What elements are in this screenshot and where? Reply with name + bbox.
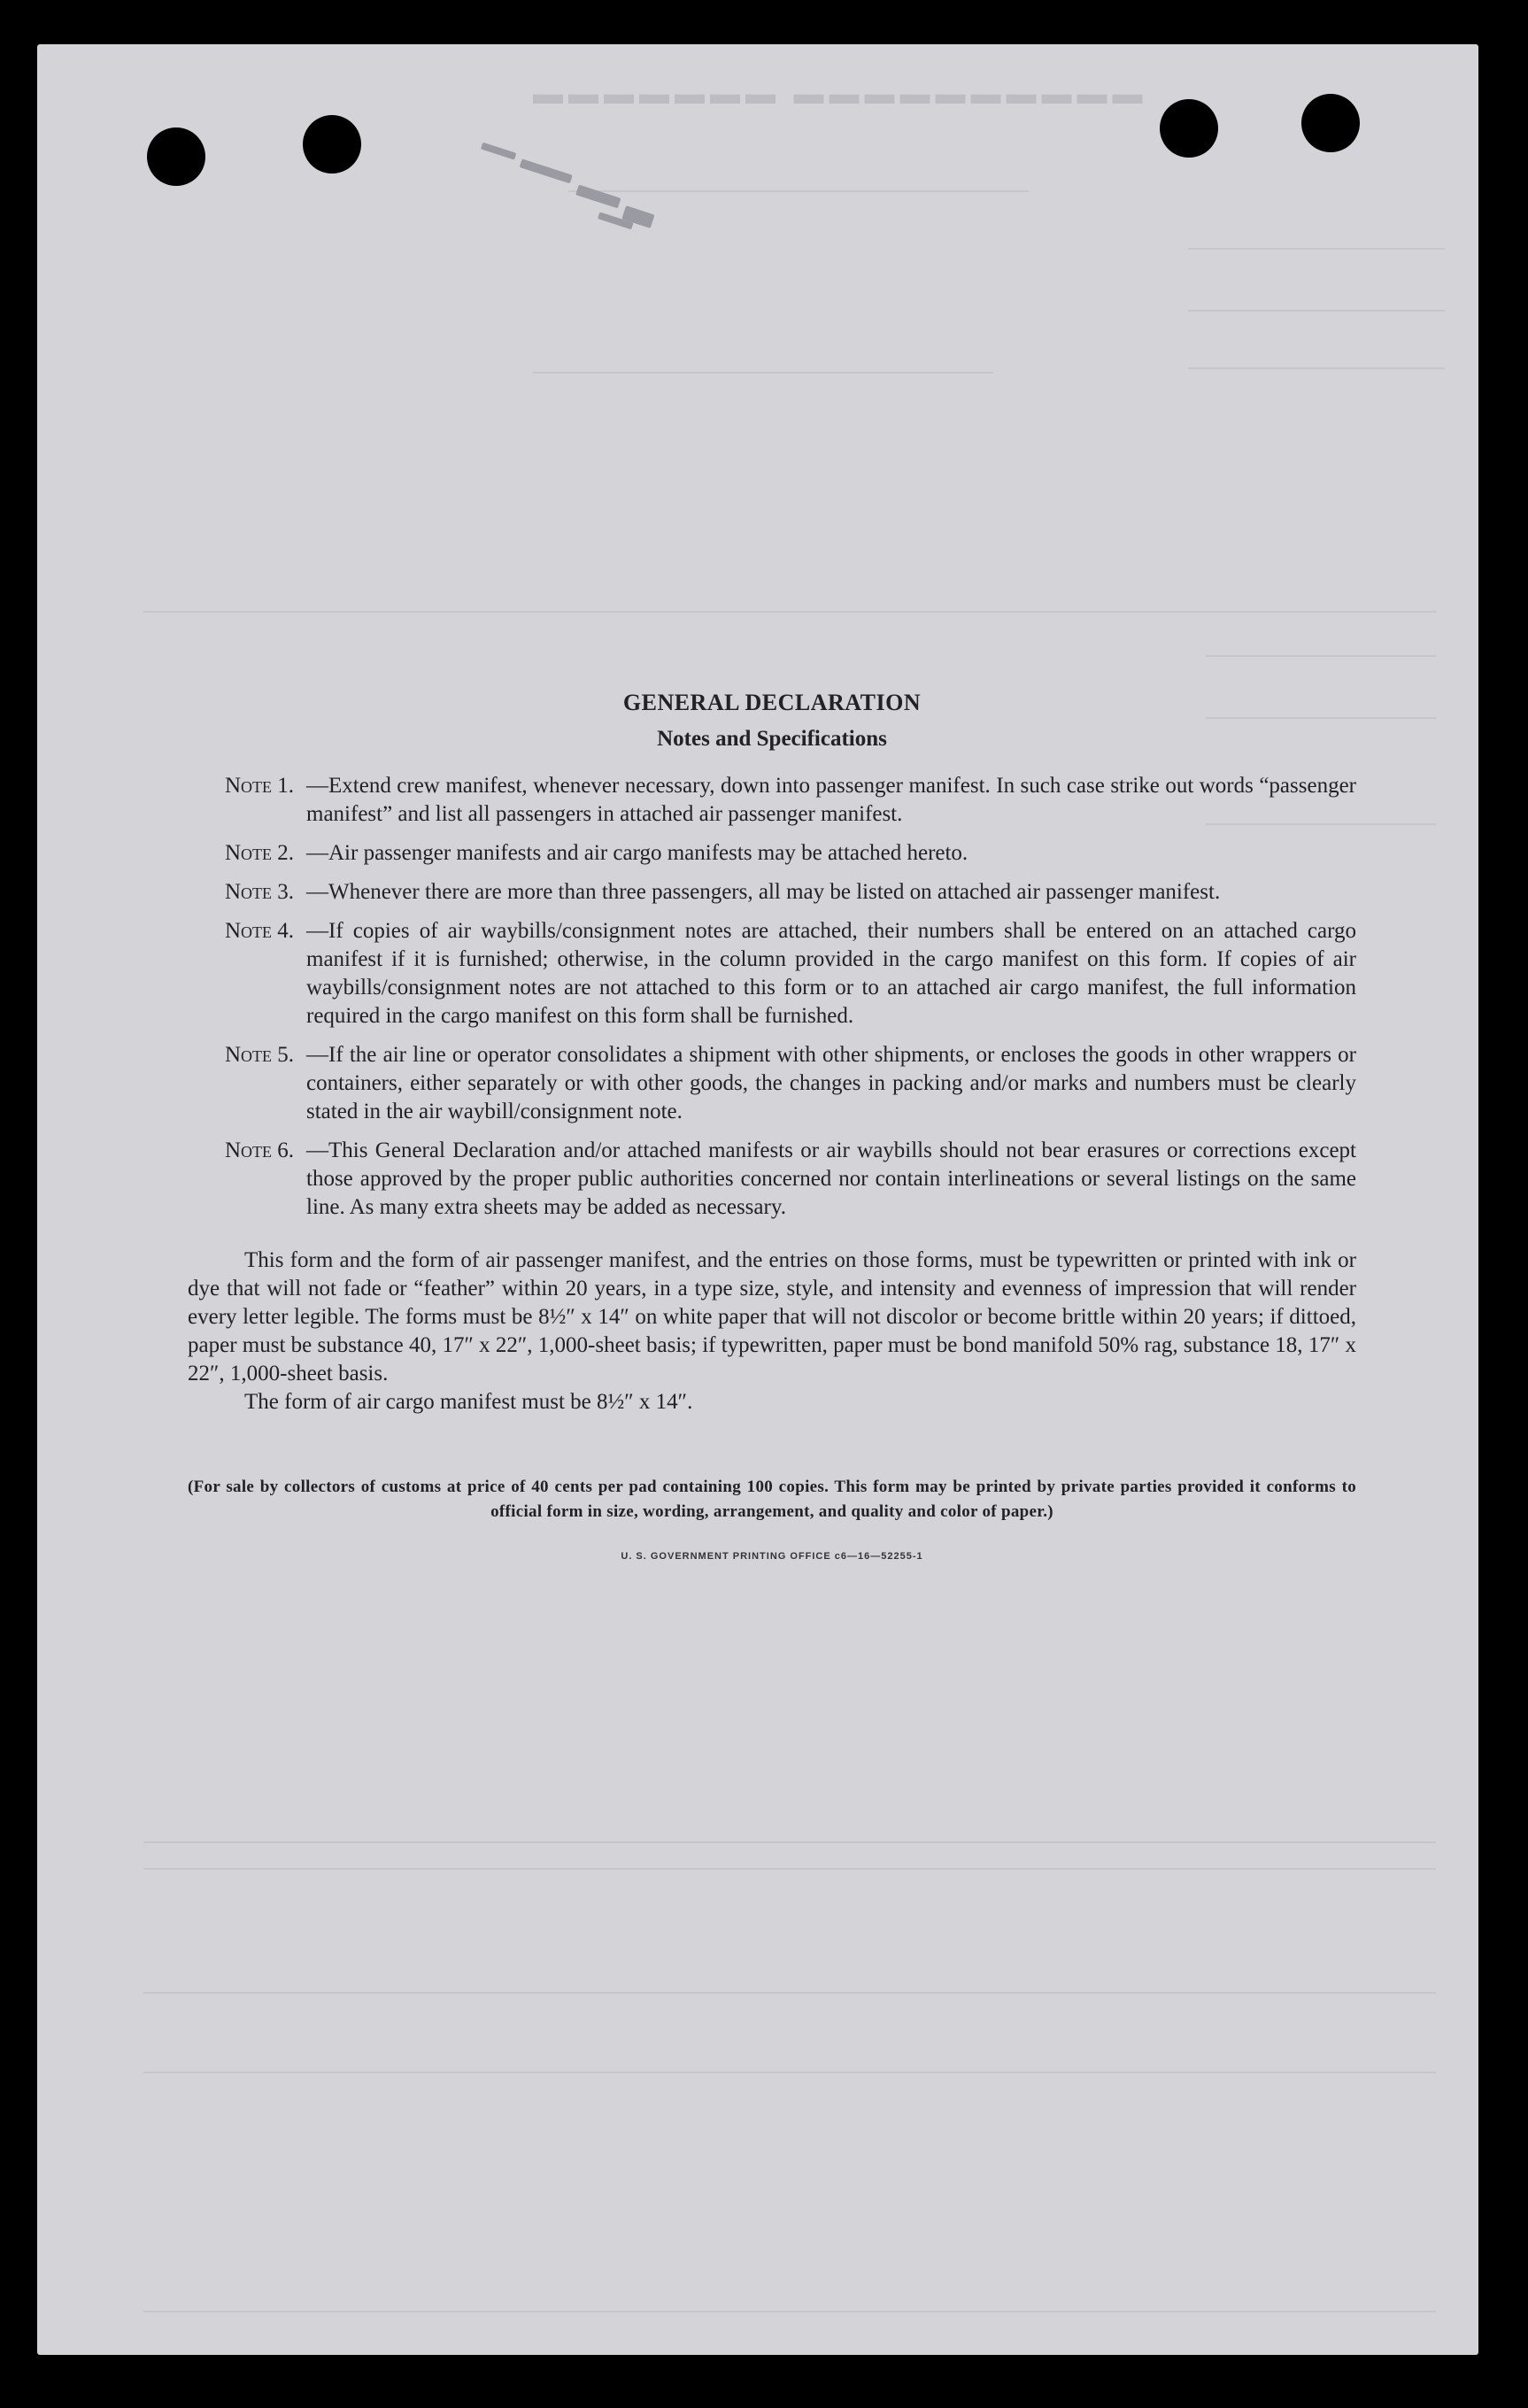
- note-text: —This General Declaration and/or attached manifests or air waybills should not bear erasures or corrections except those approved by the proper public authorities concerned nor contain interlineations or several listings on the same line. As many extra sheets may be added as necessary.: [306, 1138, 1356, 1219]
- note-text: —Extend crew manifest, whenever necessary, down into passenger manifest. In such case strike out words “passenger manifest” and list all passengers in attached air passenger manifest.: [306, 774, 1356, 826]
- bleed-through-rule: [1188, 310, 1445, 312]
- page-subtitle: Notes and Specifications: [657, 727, 887, 751]
- note-text: —Whenever there are more than three passengers, all may be listed on attached air passenger manifest.: [306, 880, 1221, 904]
- note-3: [188, 878, 1356, 907]
- bleed-through-rule: [143, 2072, 1436, 2073]
- note-1: [188, 772, 1356, 829]
- bleed-through-rule: [533, 372, 993, 374]
- note-label: Note 6.: [225, 1138, 295, 1162]
- note-label: Note 2.: [225, 841, 295, 865]
- bleed-through-rule: [143, 1992, 1436, 1994]
- document-sheet: [37, 44, 1478, 2355]
- punch-hole: [1301, 94, 1360, 152]
- note-label: Note 5.: [225, 1043, 295, 1067]
- note-5: [188, 1041, 1356, 1126]
- punch-hole: [303, 115, 361, 174]
- page-title: GENERAL DECLARATION: [622, 690, 922, 715]
- cargo-size-line: The form of air cargo manifest must be 8½″ x 14″.: [244, 1390, 693, 1414]
- note-text: —Air passenger manifests and air cargo manifests may be attached hereto.: [306, 841, 969, 865]
- note-label: Note 1.: [225, 774, 295, 798]
- note-label: Note 4.: [225, 919, 295, 943]
- sale-notice: (For sale by collectors of customs at price of 40 cents per pad containing 100 copies. This form may be printed by private parties provided it conforms to official form in size, wording, arrangement, and quality and color of paper.): [188, 1478, 1356, 1521]
- bleed-through-rule: [143, 1841, 1436, 1843]
- notes-section: [188, 689, 1356, 1562]
- note-text: —If copies of air waybills/consignment notes are attached, their numbers shall be entered on an attached cargo manifest if it is furnished; otherwise, in the column provided in the cargo manifest on this form. If copies of air waybills/consignment notes are not attached to this form or to an attached air cargo manifest, the full information required in the cargo manifest on this form shall be furnished.: [306, 919, 1356, 1028]
- specification-paragraph: This form and the form of air passenger manifest, and the entries on those forms, must be typewritten or printed with ink or dye that will not fade or “feather” within 20 years, in a type size, style, and intensity and evenness of impression that will render every letter legible. The forms must be 8½″ x 14″ on white paper that will not discolor or become brittle within 20 years; if dittoed, paper must be substance 40, 17″ x 22″, 1,000-sheet basis; if typewritten, paper must be bond manifold 50% rag, substance 18, 17″ x 22″, 1,000-sheet basis.: [188, 1248, 1356, 1385]
- note-text: —If the air line or operator consolidates a shipment with other shipments, or encloses the goods in other wrappers or containers, either separately or with other goods, the changes in packing and/or marks and numbers must be clearly stated in the air waybill/consignment note.: [306, 1043, 1356, 1123]
- bleed-through-rule: [1188, 248, 1445, 250]
- printer-imprint: U. S. GOVERNMENT PRINTING OFFICE c6—16—52255-1: [621, 1551, 923, 1562]
- note-4: [188, 917, 1356, 1030]
- bleed-through-rule: [143, 611, 1436, 613]
- punch-hole: [1160, 99, 1218, 158]
- bleed-through-rule: [143, 2311, 1436, 2312]
- bleed-through-heading: ▬▬▬▬▬▬▬ ▬▬▬▬▬▬▬▬▬▬: [533, 78, 1148, 111]
- punch-hole: [147, 127, 205, 186]
- stamp-mark: [467, 134, 679, 256]
- bleed-through-rule: [1206, 655, 1436, 657]
- bleed-through-rule: [1188, 367, 1445, 369]
- note-2: [188, 839, 1356, 868]
- note-6: [188, 1137, 1356, 1222]
- note-label: Note 3.: [225, 880, 295, 904]
- bleed-through-rule: [143, 1868, 1436, 1870]
